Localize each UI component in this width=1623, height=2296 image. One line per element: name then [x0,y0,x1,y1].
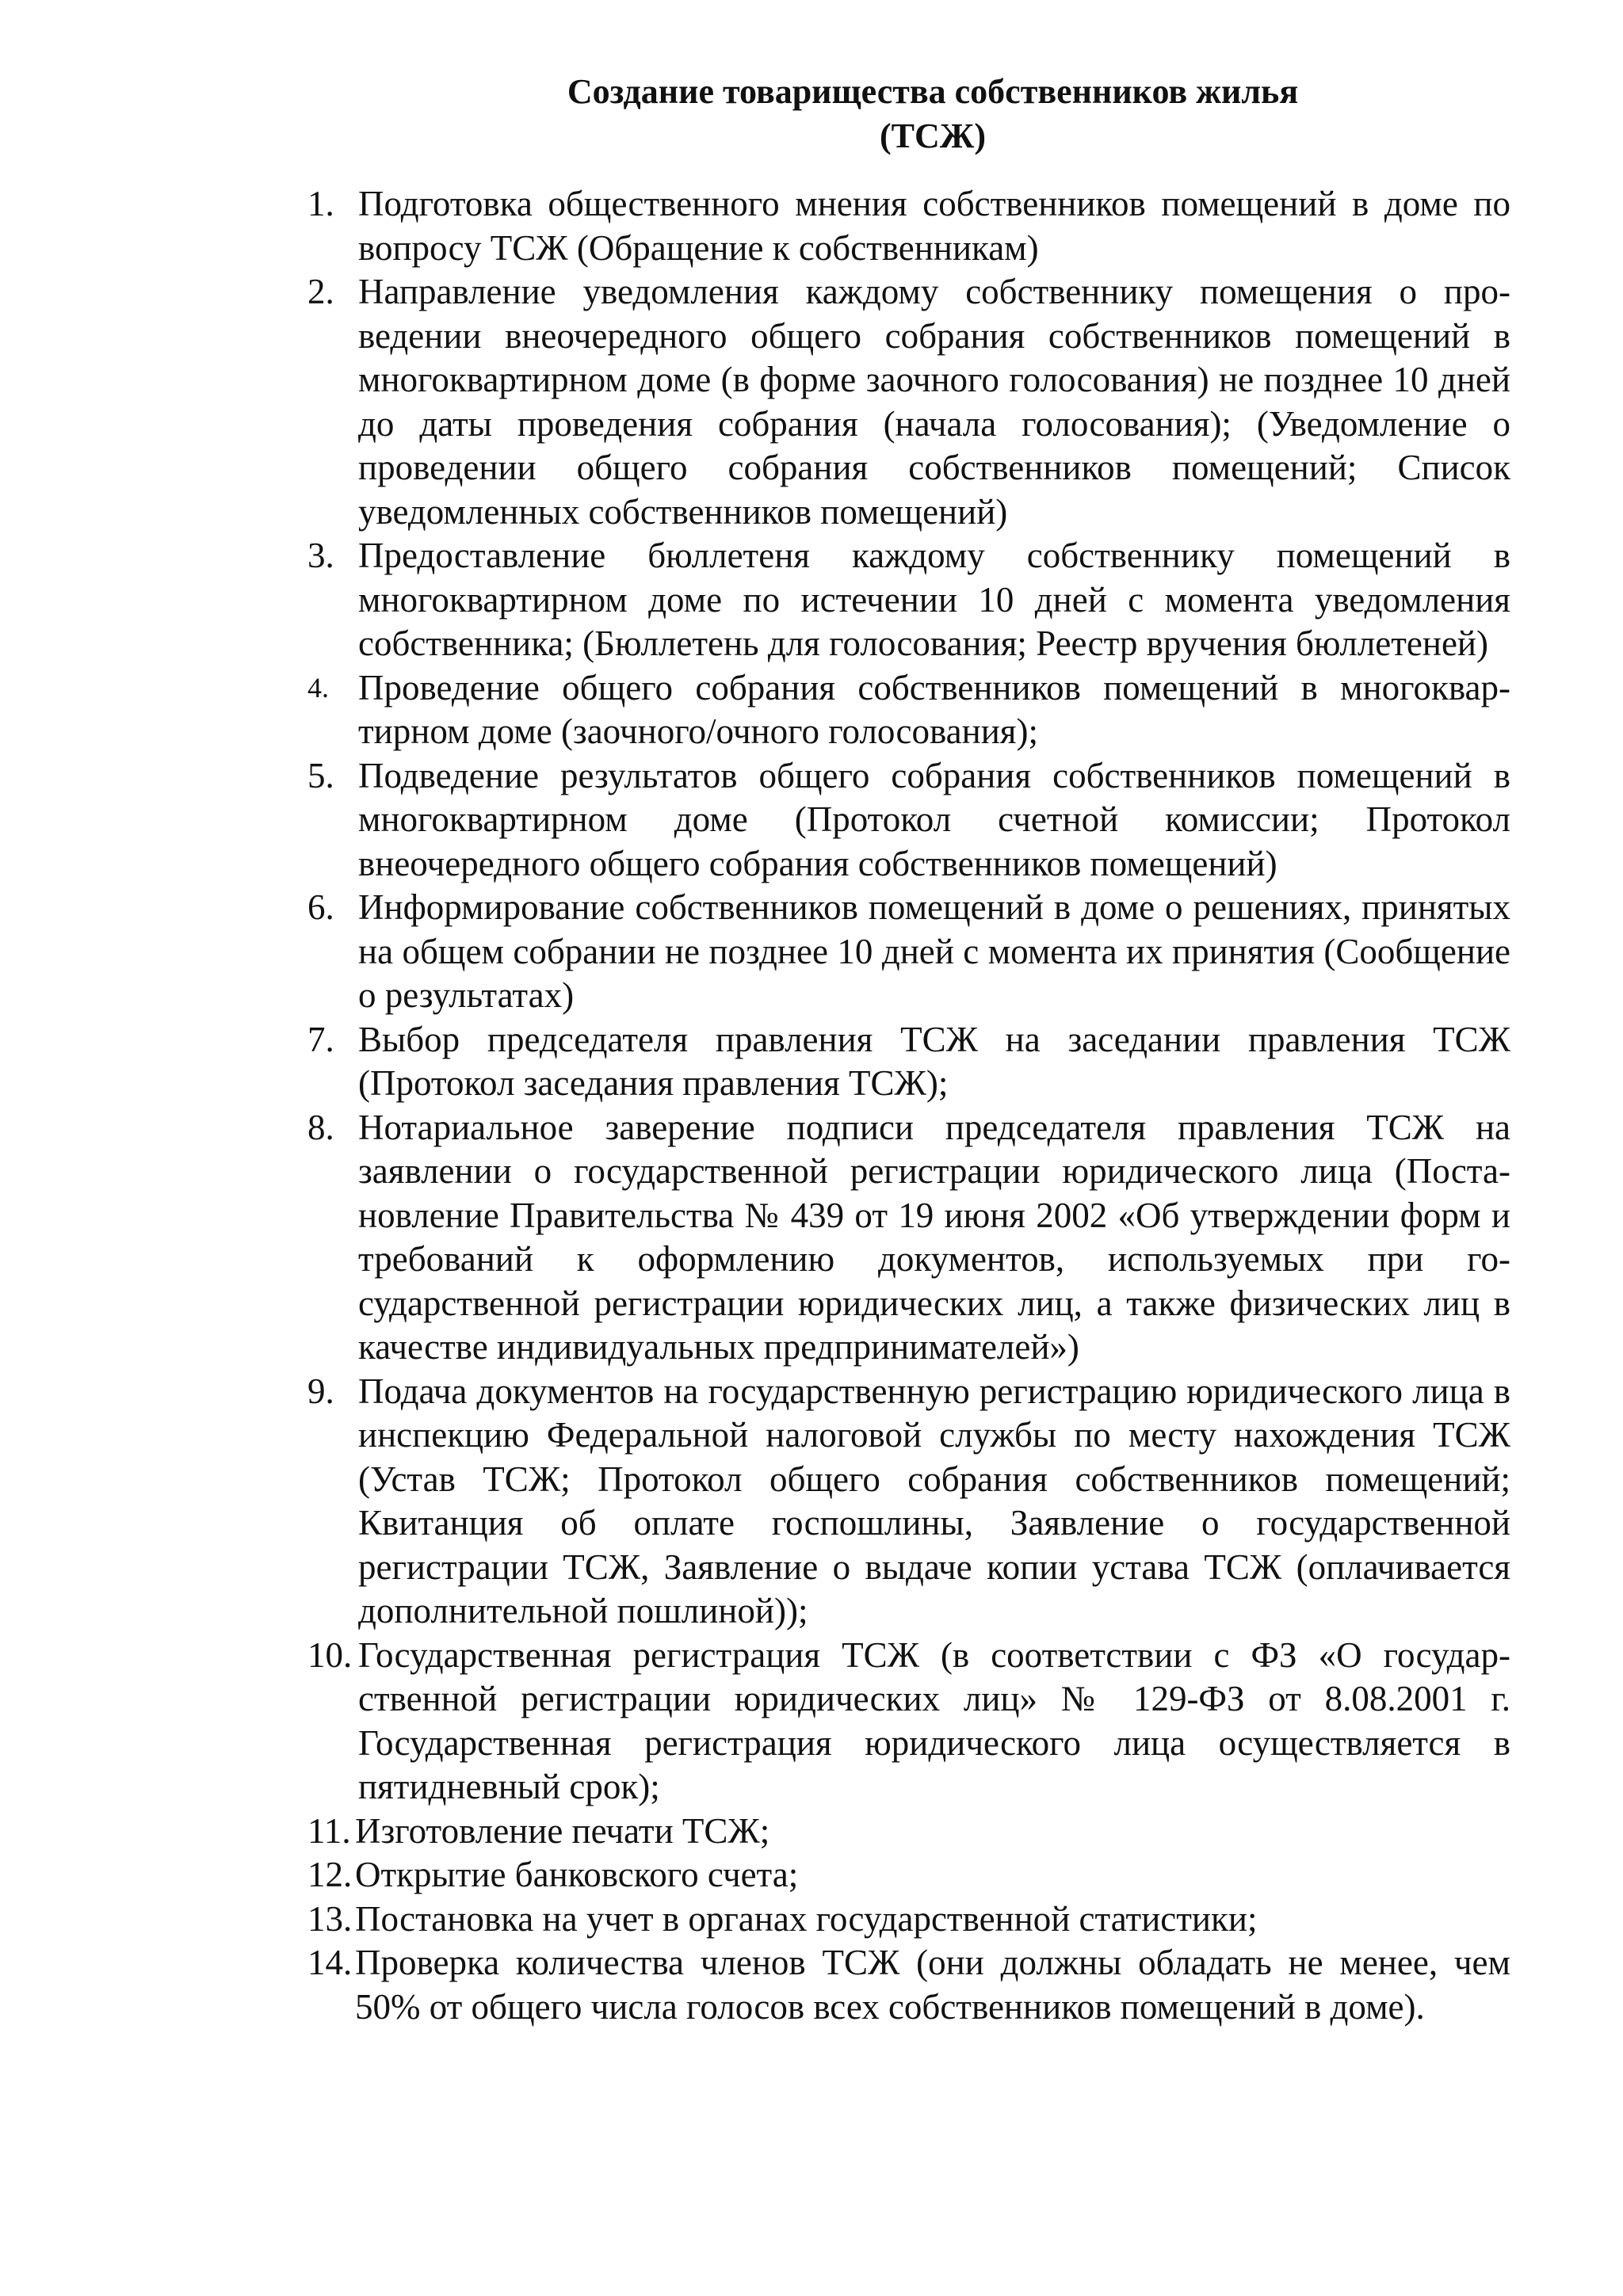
step-number: 14. [307,1943,353,1982]
step-number: 3. [307,536,334,575]
step-text: Выбор председателя правления ТСЖ на заседании правления ТСЖ (Протокол заседания правления ТСЖ); [358,1019,1510,1103]
step-item-10 [307,1634,1510,1810]
step-number: 4. [307,671,329,704]
step-item-13 [307,1897,1510,1942]
step-text: Изготовление печати ТСЖ; [355,1810,770,1851]
step-item-1 [307,182,1510,270]
step-number: 9. [307,1371,334,1411]
document-title [307,70,1510,158]
document-title-line-2: (ТСЖ) [880,116,986,155]
step-item-9 [307,1370,1510,1634]
step-item-6 [307,886,1510,1018]
step-number: 13. [307,1898,353,1939]
step-number: 7. [307,1019,334,1059]
step-number: 10. [307,1634,353,1675]
step-text: Подача документов на государственную регистрацию юридического лица в инспекцию Федеральной налоговой службы по месту нахождения ТСЖ (Устав ТСЖ; Протокол общего собрания собственников помещений; Квитанция об оплате госпошлины, Заявление о государственной регистрации ТСЖ, Заявление о выдаче копии устава ТСЖ (оплачивается дополнительной пошлиной)); [358,1371,1510,1630]
step-item-11 [307,1810,1510,1854]
step-text: Проведение общего собрания собственников помещений в многоквартирном доме (заочного/очного голосования); [358,667,1510,751]
step-item-14 [307,1941,1510,2029]
step-item-3 [307,534,1510,666]
step-text: Информирование собственников помещений в доме о решениях, принятых на общем собрании не позднее 10 дней с момента их принятия (Сообщение о результатах) [358,887,1510,1015]
step-text: Нотариальное заверение подписи председателя правления ТСЖ на заявлении о государственной регистрации юридического лица (Постановление Правительства № 439 от 19 июня 2002 «Об утверждении форм и требований к оформлению документов, используемых при государственной регистрации юридических лиц, а также физических лиц в качестве индивидуальных предпринимателей») [358,1107,1510,1367]
step-number: 1. [307,184,334,223]
document-page [307,70,1510,2029]
document-title-line-1: Создание товарищества собственников жилья [567,72,1299,111]
step-number: 2. [307,272,334,311]
step-item-2 [307,270,1510,534]
step-text: Предоставление бюллетеня каждому собственнику помещений в многоквартирном доме по истечении 10 дней с момента уведомления собственника; (Бюллетень для голосования; Реестр вручения бюллетеней) [358,536,1510,663]
step-text: Подведение результатов общего собрания собственников помещений в многоквартирном доме (Протокол счетной комиссии; Протокол внеочередного общего собрания собственников помещений) [358,755,1510,883]
step-text: Постановка на учет в органах государственной статистики; [355,1898,1258,1939]
step-item-8 [307,1106,1510,1370]
step-text: Направление уведомления каждому собственнику помещения о проведении внеочередного общего собрания собственников помещений в многоквартирном доме (в форме заочного голосования) не позднее 10 дней до даты проведения собрания (начала голосования); (Уведомление о проведении общего собрания собственников помещений; Список уведомленных собственников помещений) [358,272,1510,532]
step-number: 12. [307,1855,353,1894]
step-text: Проверка количества членов ТСЖ (они должны обладать не менее, чем 50% от общего числа голосов всех собственников помещений в доме). [355,1943,1510,2027]
step-text: Открытие банковского счета; [355,1855,799,1894]
step-item-4 [307,666,1510,754]
step-number: 8. [307,1107,334,1147]
step-text: Государственная регистрация ТСЖ (в соответствии с ФЗ «О государственной регистрации юридических лиц» № 129-ФЗ от 8.08.2001 г. Государственная регистрация юридического лица осуществляется в пятидневный срок); [358,1634,1510,1806]
steps-list [307,182,1510,2029]
step-number: 6. [307,887,334,927]
step-text: Подготовка общественного мнения собственников помещений в доме по вопросу ТСЖ (Обращение к собственникам) [358,184,1510,268]
step-number: 11. [307,1810,351,1851]
step-number: 5. [307,755,334,795]
step-item-7 [307,1018,1510,1106]
step-item-5 [307,754,1510,887]
step-item-12 [307,1853,1510,1897]
